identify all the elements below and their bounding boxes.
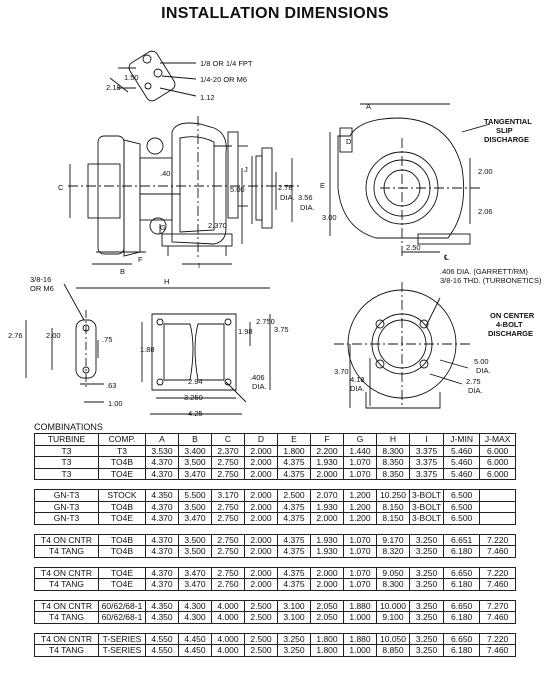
table-cell: TO4E — [99, 468, 146, 480]
table-cell: 3.470 — [179, 579, 212, 591]
table-cell: 8.320 — [377, 546, 410, 558]
label-206: 2.06 — [478, 207, 493, 216]
label-fpt: 1/8 OR 1/4 FPT — [200, 59, 253, 68]
table-cell: TO4B — [99, 457, 146, 469]
table-cell: 4.370 — [146, 513, 179, 525]
table-header-cell: F — [311, 434, 344, 446]
oil-drain-flange-detail — [26, 284, 104, 402]
table-cell: 4.370 — [146, 546, 179, 558]
label-198: 1.98 — [238, 327, 253, 336]
label-dim-b: B — [120, 267, 126, 276]
table-cell: 2.750 — [212, 468, 245, 480]
table-cell: 4.375 — [278, 567, 311, 579]
table-cell: 1.070 — [344, 567, 377, 579]
table-row — [35, 534, 516, 546]
table-cell: 1.070 — [344, 534, 377, 546]
table-cell: 2.750 — [212, 513, 245, 525]
table-cell: 9.170 — [377, 534, 410, 546]
table-cell: T4 ON CNTR — [35, 567, 99, 579]
table-cell: 3.375 — [410, 445, 444, 457]
table-cell: 8.150 — [377, 501, 410, 513]
table-cell: 3.100 — [278, 612, 311, 624]
table-cell: 3.250 — [410, 534, 444, 546]
table-cell: 5.460 — [444, 445, 480, 457]
table-header-cell: G — [344, 434, 377, 446]
label-dim-a: A — [366, 102, 372, 111]
table-cell: 2.750 — [212, 567, 245, 579]
label-or-m6: OR M6 — [30, 284, 54, 293]
table-cell: 3-BOLT — [410, 513, 444, 525]
label-2750: 2.750 — [256, 317, 275, 326]
table-cell: 2.000 — [245, 501, 278, 513]
label-tangential: TANGENTIAL — [484, 117, 532, 126]
table-cell: 3.250 — [410, 567, 444, 579]
table-cell: 4.450 — [179, 633, 212, 645]
table-cell: 3.400 — [179, 445, 212, 457]
table-cell: 1.070 — [344, 579, 377, 591]
table-cell: 10.250 — [377, 490, 410, 502]
table-cell: 1.070 — [344, 457, 377, 469]
table-cell: 4.375 — [278, 513, 311, 525]
label-discharge-2: DISCHARGE — [488, 329, 534, 338]
table-cell: 4.300 — [179, 600, 212, 612]
table-header-cell: I — [410, 434, 444, 446]
table-cell: 2.050 — [311, 612, 344, 624]
table-header-row — [35, 434, 516, 446]
combinations-caption: COMBINATIONS — [34, 422, 103, 432]
table-cell: T4 ON CNTR — [35, 633, 99, 645]
table-cell: 1.800 — [278, 445, 311, 457]
table-header-cell: D — [245, 434, 278, 446]
table-cell: 2.500 — [278, 490, 311, 502]
table-cell: 2.000 — [245, 513, 278, 525]
table-cell: 1.930 — [311, 501, 344, 513]
label-418: 4.18 — [350, 375, 365, 384]
table-cell: 1.200 — [344, 490, 377, 502]
table-cell: 1.200 — [344, 501, 377, 513]
table-cell: 2.000 — [311, 468, 344, 480]
table-cell: 2.000 — [311, 567, 344, 579]
table-cell: 6.651 — [444, 534, 480, 546]
table-row — [35, 645, 516, 657]
label-dim-f: F — [138, 255, 143, 264]
table-header-cell: B — [179, 434, 212, 446]
table-row — [35, 567, 516, 579]
table-header-cell: C — [212, 434, 245, 446]
table-cell: 3.500 — [179, 457, 212, 469]
label-dim-e: E — [320, 181, 326, 190]
table-cell: 8.850 — [377, 645, 410, 657]
table-cell: T-SERIES — [99, 645, 146, 657]
table-cell: 4.550 — [146, 645, 179, 657]
table-row — [35, 445, 516, 457]
table-cell: STOCK — [99, 490, 146, 502]
table-cell: 6.650 — [444, 633, 480, 645]
table-cell: TO4B — [99, 546, 146, 558]
table-row — [35, 612, 516, 624]
table-cell: 2.500 — [245, 645, 278, 657]
combinations-table — [34, 433, 516, 657]
table-spacer-row — [35, 590, 516, 600]
table-cell: 5.460 — [444, 457, 480, 469]
table-cell: 8.150 — [377, 513, 410, 525]
label-500: 5.00 — [230, 185, 245, 194]
label-dim-c: C — [58, 183, 64, 192]
table-cell: 7.270 — [480, 600, 516, 612]
table-cell: 3.170 — [212, 490, 245, 502]
table-row — [35, 501, 516, 513]
label-278: 2.78 — [278, 183, 293, 192]
table-cell: GN-T3 — [35, 501, 99, 513]
table-spacer-row — [35, 557, 516, 567]
table-cell: 4.350 — [146, 612, 179, 624]
table-cell: 6.000 — [480, 468, 516, 480]
table-row — [35, 457, 516, 469]
table-cell: TO4E — [99, 579, 146, 591]
label-356: 3.56 — [298, 193, 313, 202]
table-cell: 7.460 — [480, 645, 516, 657]
table-cell: 3.250 — [410, 633, 444, 645]
table-cell: 4.370 — [146, 534, 179, 546]
table-cell: 3.500 — [179, 501, 212, 513]
table-cell: 6.180 — [444, 645, 480, 657]
label-188: 1.88 — [140, 345, 155, 354]
table-cell: T4 TANG — [35, 645, 99, 657]
turbo-side-view — [68, 116, 300, 288]
table-cell: 6.500 — [444, 513, 480, 525]
label-275: 2.75 — [466, 377, 481, 386]
table-cell: 2.000 — [311, 579, 344, 591]
label-dia-5: DIA. — [468, 386, 483, 395]
table-row — [35, 600, 516, 612]
table-cell: 6.180 — [444, 579, 480, 591]
table-row — [35, 513, 516, 525]
table-cell: 3.500 — [179, 546, 212, 558]
table-cell: 3.250 — [410, 612, 444, 624]
table-cell: 4.375 — [278, 457, 311, 469]
table-cell: 2.200 — [311, 445, 344, 457]
table-cell: TO4B — [99, 534, 146, 546]
label-200b: 2.00 — [46, 331, 61, 340]
table-cell: 1.070 — [344, 468, 377, 480]
table-cell: 2.000 — [245, 457, 278, 469]
table-cell: 2.050 — [311, 600, 344, 612]
label-425: 4.25 — [188, 409, 203, 418]
label-dia-3: DIA. — [252, 382, 267, 391]
table-cell: 10.050 — [377, 633, 410, 645]
table-cell: 2.000 — [245, 445, 278, 457]
table-cell: 1.800 — [311, 633, 344, 645]
table-cell: 60/62/68-1 — [99, 612, 146, 624]
table-cell: 1.440 — [344, 445, 377, 457]
label-276: 2.76 — [8, 331, 23, 340]
table-cell: 3.100 — [278, 600, 311, 612]
table-cell — [480, 490, 516, 502]
table-cell: GN-T3 — [35, 513, 99, 525]
table-cell: 6.650 — [444, 600, 480, 612]
label-dia-4: DIA. — [476, 366, 491, 375]
table-cell: 3.470 — [179, 513, 212, 525]
table-cell — [480, 513, 516, 525]
table-cell: 4.350 — [146, 600, 179, 612]
table-cell: 3.375 — [410, 468, 444, 480]
label-150: 1.50 — [124, 73, 139, 82]
table-cell: TO4B — [99, 501, 146, 513]
table-header-cell: E — [278, 434, 311, 446]
table-header-cell: TURBINE — [35, 434, 99, 446]
table-cell: 3.250 — [410, 645, 444, 657]
table-cell: 4.000 — [212, 612, 245, 624]
table-cell: 1.000 — [344, 612, 377, 624]
table-cell: T3 — [35, 457, 99, 469]
label-dia-2: DIA. — [300, 203, 315, 212]
table-cell: 2.000 — [245, 546, 278, 558]
table-cell: 9.050 — [377, 567, 410, 579]
table-cell: 1.000 — [344, 645, 377, 657]
page-title: INSTALLATION DIMENSIONS — [161, 5, 389, 22]
label-dia-1: DIA. — [280, 193, 295, 202]
table-cell: 4.370 — [146, 501, 179, 513]
table-cell: 4.370 — [146, 468, 179, 480]
table-cell: 6.500 — [444, 490, 480, 502]
table-cell: 9.100 — [377, 612, 410, 624]
label-3250: 3.250 — [184, 393, 203, 402]
table-cell — [480, 501, 516, 513]
table-cell: 2.000 — [245, 490, 278, 502]
table-cell: TO4E — [99, 567, 146, 579]
table-cell: T3 — [35, 468, 99, 480]
table-cell: 3.500 — [179, 534, 212, 546]
table-cell: T3 — [35, 445, 99, 457]
label-100: 1.00 — [108, 399, 123, 408]
table-spacer-row — [35, 480, 516, 490]
table-cell: 1.880 — [344, 633, 377, 645]
table-cell: 2.000 — [245, 534, 278, 546]
table-cell: 2.750 — [212, 579, 245, 591]
label-slip: SLIP — [496, 126, 513, 135]
table-cell: 3.530 — [146, 445, 179, 457]
table-row — [35, 579, 516, 591]
table-cell: 2.000 — [245, 567, 278, 579]
table-cell: 4.000 — [212, 600, 245, 612]
table-cell: 8.350 — [377, 468, 410, 480]
label-370: 3.70 — [334, 367, 349, 376]
label-centerline: ℄ — [444, 253, 449, 262]
table-cell: 10.000 — [377, 600, 410, 612]
label-406-a: .406 — [250, 373, 265, 382]
table-cell: T4 TANG — [35, 579, 99, 591]
table-cell: 8.300 — [377, 445, 410, 457]
table-cell: 3.250 — [278, 645, 311, 657]
table-cell: 7.220 — [480, 534, 516, 546]
label-on-center: ON CENTER — [490, 311, 535, 320]
label-40: .40 — [160, 169, 171, 178]
table-cell: T-SERIES — [99, 633, 146, 645]
table-cell: 1.880 — [344, 600, 377, 612]
table-cell: 2.070 — [311, 490, 344, 502]
table-cell: 1.930 — [311, 546, 344, 558]
table-cell: 2.000 — [245, 579, 278, 591]
table-cell: 6.180 — [444, 546, 480, 558]
table-cell: 7.220 — [480, 567, 516, 579]
label-thread-3816: 3/8-16 — [30, 275, 52, 284]
table-cell: 4.375 — [278, 579, 311, 591]
table-cell: 2.750 — [212, 546, 245, 558]
table-header-cell: COMP. — [99, 434, 146, 446]
table-cell: 3.250 — [278, 633, 311, 645]
table-cell: T4 ON CNTR — [35, 600, 99, 612]
label-200a: 2.00 — [478, 167, 493, 176]
table-header-cell: J-MIN — [444, 434, 480, 446]
table-cell: 3.470 — [179, 567, 212, 579]
table-cell: 4.375 — [278, 468, 311, 480]
table-cell: 4.450 — [179, 645, 212, 657]
table-cell: 7.460 — [480, 579, 516, 591]
table-cell: T4 TANG — [35, 546, 99, 558]
oil-inlet-flange-detail — [110, 49, 196, 103]
table-cell: T4 ON CNTR — [35, 534, 99, 546]
table-cell: GN-T3 — [35, 490, 99, 502]
table-cell: 8.300 — [377, 579, 410, 591]
table-spacer-row — [35, 623, 516, 633]
table-cell: 2.500 — [245, 612, 278, 624]
table-cell: 4.375 — [278, 546, 311, 558]
table-row — [35, 468, 516, 480]
table-cell: 4.370 — [146, 457, 179, 469]
table-cell: 1.070 — [344, 546, 377, 558]
installation-drawing — [0, 28, 550, 420]
table-cell: 3.470 — [179, 468, 212, 480]
table-header-cell: H — [377, 434, 410, 446]
table-cell: 4.370 — [146, 567, 179, 579]
label-thread-1420: 1/4-20 OR M6 — [200, 75, 248, 84]
table-cell: 4.375 — [278, 534, 311, 546]
table-cell: 60/62/68-1 — [99, 600, 146, 612]
table-cell: 6.650 — [444, 567, 480, 579]
table-cell: 3.375 — [410, 457, 444, 469]
label-dim-g: G — [160, 223, 166, 232]
table-cell: 3.250 — [410, 579, 444, 591]
table-cell: 4.370 — [146, 579, 179, 591]
table-cell: 2.750 — [212, 534, 245, 546]
table-cell: 6.000 — [480, 445, 516, 457]
table-header-cell: A — [146, 434, 179, 446]
table-cell: T3 — [99, 445, 146, 457]
table-cell: 4.550 — [146, 633, 179, 645]
label-294: 2.94 — [188, 377, 203, 386]
table-cell: 3-BOLT — [410, 501, 444, 513]
label-500b: 5.00 — [474, 357, 489, 366]
table-cell: 4.300 — [179, 612, 212, 624]
table-header-cell: J-MAX — [480, 434, 516, 446]
table-cell: 2.000 — [311, 513, 344, 525]
label-218: 2.18 — [106, 83, 121, 92]
table-cell: T4 TANG — [35, 612, 99, 624]
label-375: 3.75 — [274, 325, 289, 334]
label-300: 3.00 — [322, 213, 337, 222]
table-cell: 2.500 — [245, 633, 278, 645]
table-cell: 5.460 — [444, 468, 480, 480]
label-dia-6: DIA. — [350, 384, 365, 393]
table-cell: 4.375 — [278, 501, 311, 513]
table-row — [35, 490, 516, 502]
label-dim-d: D — [346, 137, 352, 146]
label-112: 1.12 — [200, 93, 215, 102]
label-2370: 2.370 — [208, 221, 227, 230]
label-dim-j: J — [244, 165, 248, 174]
table-cell: 2.750 — [212, 501, 245, 513]
label-4-bolt: 4-BOLT — [496, 320, 523, 329]
label-63: .63 — [106, 381, 117, 390]
table-spacer-row — [35, 524, 516, 534]
table-cell: 2.500 — [245, 600, 278, 612]
table-cell: 3.250 — [410, 546, 444, 558]
table-cell: 6.000 — [480, 457, 516, 469]
table-cell: 5.500 — [179, 490, 212, 502]
table-cell: 1.200 — [344, 513, 377, 525]
table-cell: 6.500 — [444, 501, 480, 513]
label-note-406: .406 DIA. (GARRETT/RM) — [440, 267, 528, 276]
table-cell: 3.250 — [410, 600, 444, 612]
table-row — [35, 546, 516, 558]
table-cell: 1.800 — [311, 645, 344, 657]
label-dim-h: H — [164, 277, 170, 286]
table-row — [35, 633, 516, 645]
label-discharge: DISCHARGE — [484, 135, 530, 144]
label-dim-i: I — [198, 261, 201, 270]
label-75: .75 — [102, 335, 113, 344]
table-cell: 7.460 — [480, 612, 516, 624]
label-note-3816: 3/8-16 THD. (TURBONETICS) — [440, 276, 542, 285]
table-cell: 2.370 — [212, 445, 245, 457]
table-cell: 4.350 — [146, 490, 179, 502]
table-cell: 1.930 — [311, 534, 344, 546]
table-cell: 4.000 — [212, 645, 245, 657]
table-cell: 7.220 — [480, 633, 516, 645]
table-cell: 1.930 — [311, 457, 344, 469]
label-250: 2.50 — [406, 243, 421, 252]
table-cell: TO4E — [99, 513, 146, 525]
table-cell: 6.180 — [444, 612, 480, 624]
table-cell: 2.000 — [245, 468, 278, 480]
table-cell: 7.460 — [480, 546, 516, 558]
table-cell: 4.000 — [212, 633, 245, 645]
tangential-discharge-view — [330, 104, 490, 258]
table-cell: 3-BOLT — [410, 490, 444, 502]
table-cell: 8.350 — [377, 457, 410, 469]
table-cell: 2.750 — [212, 457, 245, 469]
